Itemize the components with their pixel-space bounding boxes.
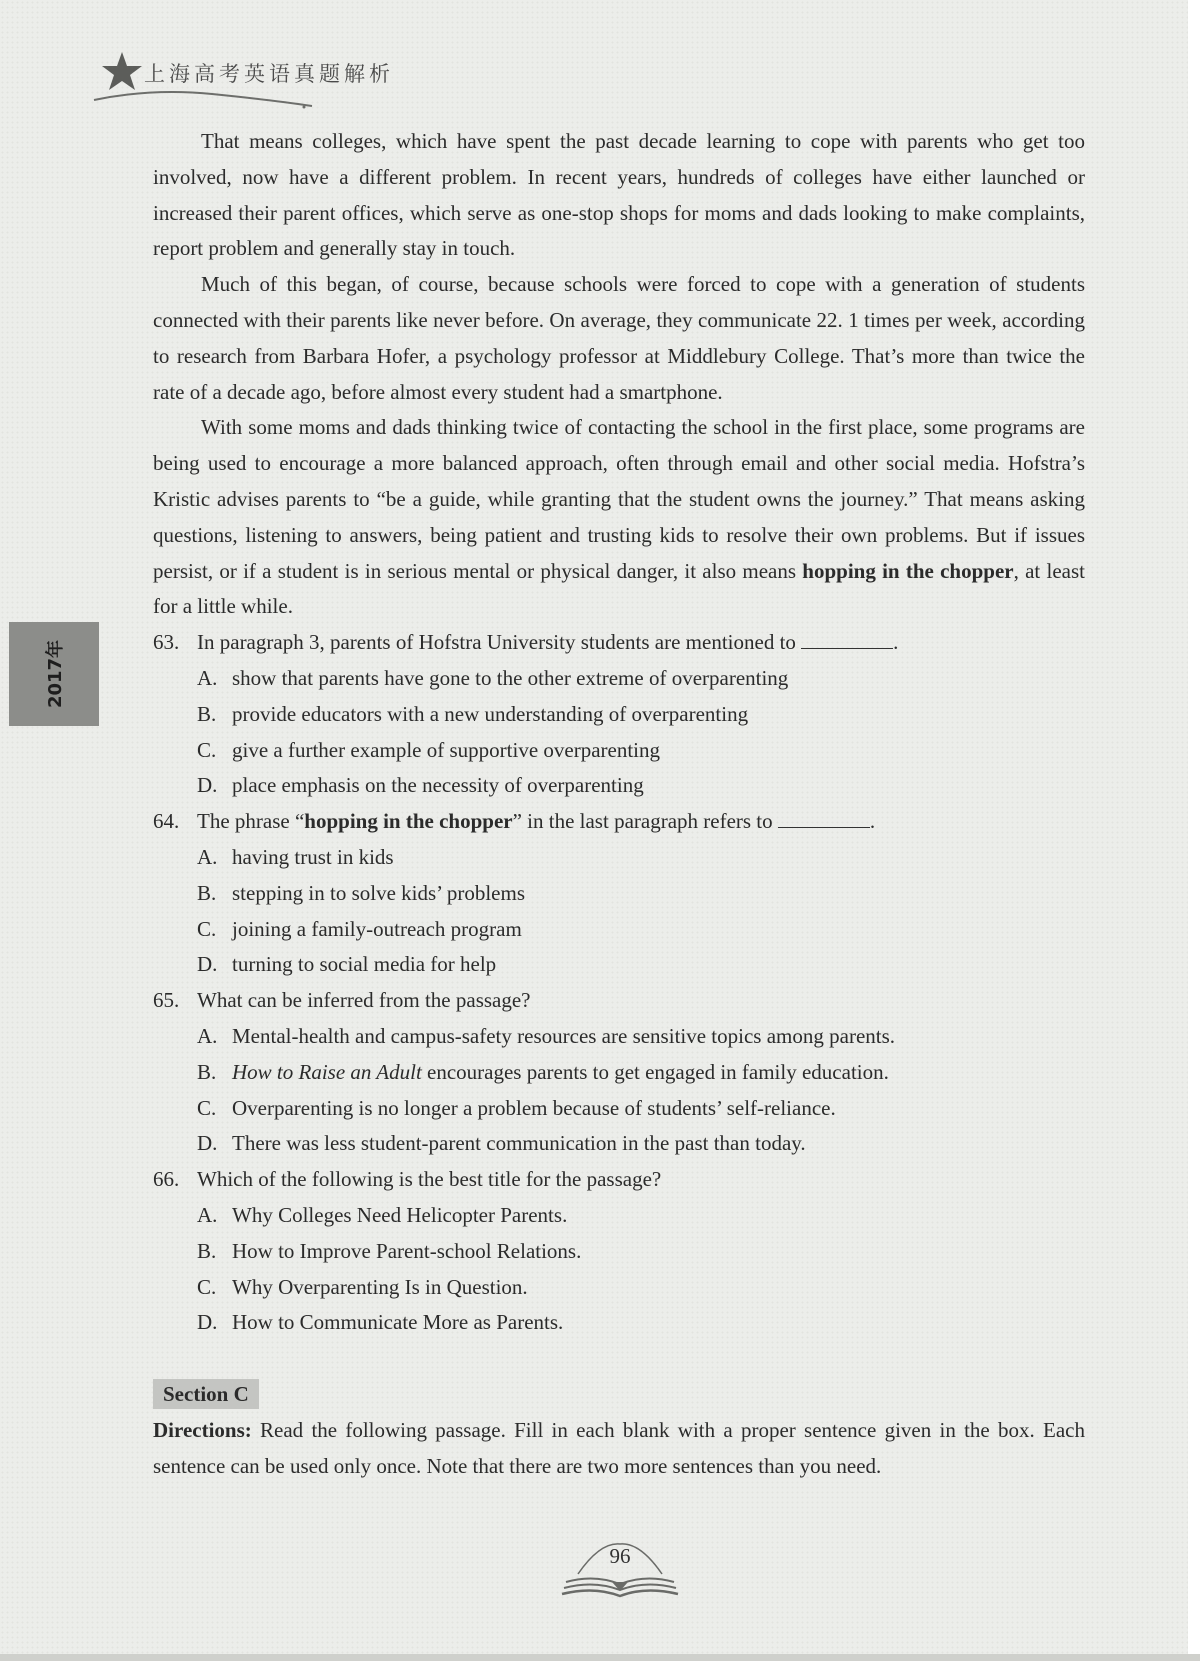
directions [153,1413,1085,1485]
option-text: Overparenting is no longer a problem because of students’ self-reliance. [232,1095,836,1120]
option-letter: D. [197,1310,218,1335]
option-text: having trust in kids [232,844,394,869]
option-text: Why Colleges Need Helicopter Parents. [232,1202,568,1227]
option-65-b [197,1055,1085,1091]
book-title: 上海高考英语真题解析 [144,62,394,86]
question-stem [197,804,1085,840]
option-letter: B. [197,880,217,905]
option-letter: A. [197,844,218,869]
question-stem: What can be inferred from the passage? [197,988,531,1013]
question-stem-bold-phrase: hopping in the chopper [304,809,513,834]
page-header [92,46,422,106]
paragraph-1: That means colleges, which have spent the past decade learning to cope with parents who get too involved, now have a different problem. In recent years, hundreds of colleges have either launched or increased their parent offices, which serve as one-stop shops for moms and dads looking to make complaints, report problem and generally stay in touch. [153,129,1085,261]
option-63-d [197,768,1085,804]
option-text: provide educators with a new understanding of overparenting [232,701,749,726]
option-65-a [197,1019,1085,1055]
option-letter: C. [197,737,217,762]
paragraph-3-text: With some moms and dads thinking twice of contacting the school in the first place, some programs are being used to encourage a more balanced approach, often through email and other social media. Hofstra’s Kristic advises parents to “be a guide, while granting that the student owns the journey.” That means asking questions, listening to answers, being patient and trusting kids to resolve their own problems. But if issues persist, or if a student is in serious mental or physical danger, it also means [153,415,1085,583]
page-footer [560,1538,680,1598]
paragraph-3-bold-phrase: hopping in the chopper [802,558,1014,583]
option-letter: C. [197,1095,217,1120]
book-title-italic: How to Raise an Adult [232,1059,422,1084]
option-text: turning to social media for help [232,952,497,977]
answer-blank[interactable] [778,805,870,828]
question-stem [197,625,1085,661]
option-66-c [197,1270,1085,1306]
option-64-b [197,876,1085,912]
option-letter: B. [197,1238,217,1263]
section-c-heading: Section C [153,1379,259,1409]
option-64-a [197,840,1085,876]
option-text: How to Communicate More as Parents. [232,1310,564,1335]
question-65 [153,983,1085,1019]
option-66-d [197,1305,1085,1341]
option-65-d [197,1126,1085,1162]
option-text: How to Improve Parent-school Relations. [232,1238,582,1263]
question-stem-text: In paragraph 3, parents of Hofstra University students are mentioned to [197,630,796,655]
directions-label: Directions: [153,1417,252,1442]
question-stem-end: . [893,630,899,655]
option-text: There was less student-parent communication in the past than today. [232,1131,806,1156]
paragraph-2: Much of this began, of course, because schools were forced to cope with a generation of students connected with their parents like never before. On average, they communicate 22. 1 times per week, according to research from Barbara Hofer, a psychology professor at Middlebury College. That’s more than twice the rate of a decade ago, before almost every student had a smartphone. [153,272,1085,404]
option-letter: C. [197,1274,217,1299]
question-63 [153,625,1085,661]
directions-text: Read the following passage. Fill in each blank with a proper sentence given in the box. Each sentence can be used only once. Note that there are two more sentences than you need. [153,1417,1085,1478]
question-66 [153,1162,1085,1198]
option-text: give a further example of supportive overparenting [232,737,661,762]
option-letter: B. [197,701,217,726]
question-64 [153,804,1085,840]
option-letter: A. [197,665,218,690]
option-63-a [197,661,1085,697]
paragraph-3 [153,410,1085,625]
option-text: place emphasis on the necessity of overparenting [232,773,644,798]
main-content [153,124,1085,1484]
option-letter: C. [197,916,217,941]
option-text: joining a family-outreach program [232,916,522,941]
option-letter: A. [197,1202,218,1227]
year-side-tab [9,622,99,726]
option-64-c [197,912,1085,948]
question-number: 64. [153,809,180,834]
option-letter: D. [197,773,218,798]
option-66-a [197,1198,1085,1234]
question-stem-end: . [869,809,876,834]
question-stem-pre: The phrase “ [197,809,305,834]
swoosh-decoration [92,86,322,110]
year-label: 2017年 [45,639,66,709]
question-number: 66. [153,1167,180,1192]
question-stem: Which of the following is the best title for the passage? [197,1167,662,1192]
option-text: show that parents have gone to the other extreme of overparenting [232,665,789,690]
option-65-c [197,1091,1085,1127]
page-edge-bottom [0,1654,1200,1661]
page-edge-right [1188,0,1200,1661]
option-letter: B. [197,1059,217,1084]
option-letter: D. [197,952,218,977]
option-63-c [197,733,1085,769]
question-number: 63. [153,630,180,655]
option-letter: A. [197,1023,218,1048]
question-stem-post: ” in the last paragraph refers to [512,809,773,834]
option-letter: D. [197,1131,218,1156]
option-66-b [197,1234,1085,1270]
option-63-b [197,697,1085,733]
answer-blank[interactable] [801,626,893,649]
paragraph-3-end: , at least for a little while. [153,558,1085,619]
option-64-d [197,947,1085,983]
option-text: Why Overparenting Is in Question. [232,1274,528,1299]
question-number: 65. [153,988,180,1013]
option-text: Mental-health and campus-safety resources are sensitive topics among parents. [232,1023,896,1048]
option-text: stepping in to solve kids’ problems [232,880,526,905]
option-text: encourages parents to get engaged in family education. [427,1059,889,1084]
page-number: 96 [609,1544,631,1568]
